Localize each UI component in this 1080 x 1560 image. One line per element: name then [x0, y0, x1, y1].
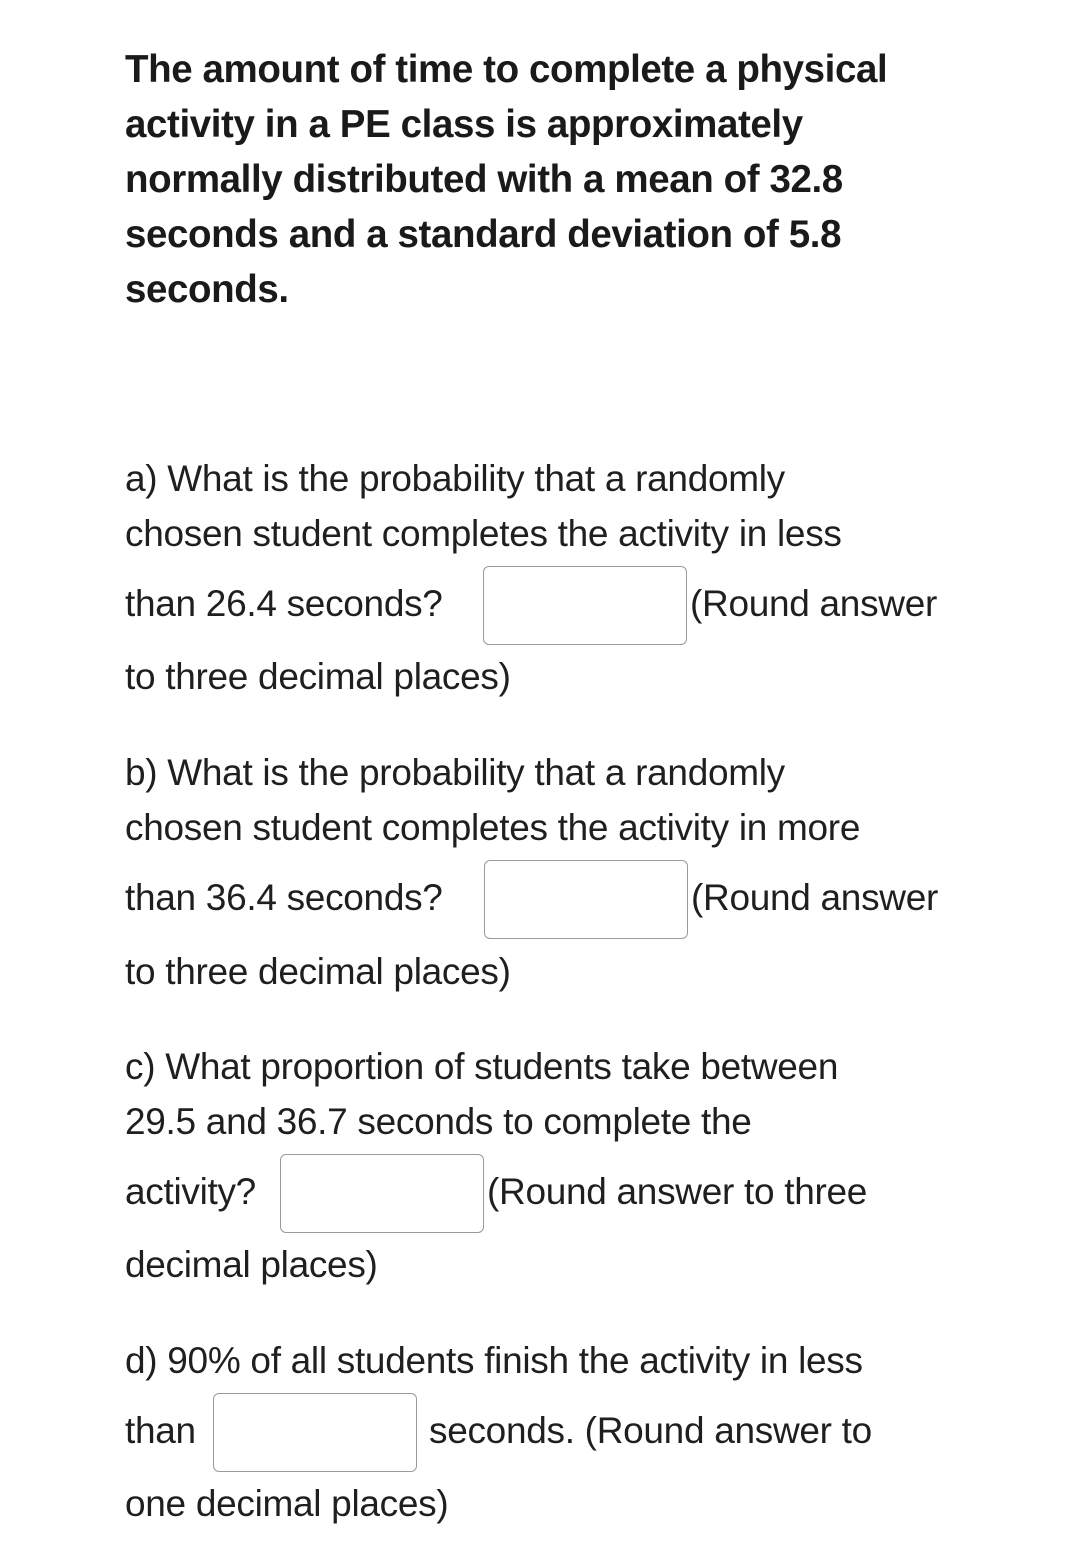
answer-input-c[interactable]: [280, 1154, 484, 1233]
intro-line: seconds and a standard deviation of 5.8: [125, 213, 842, 256]
answer-input-b[interactable]: [484, 860, 688, 939]
question-d-prompt: than: [125, 1410, 196, 1451]
question-c-prompt: activity?: [125, 1171, 256, 1212]
intro-line: The amount of time to complete a physical: [125, 48, 888, 91]
question-b-line4: to three decimal places): [125, 951, 511, 992]
intro-line: activity in a PE class is approximately: [125, 103, 803, 146]
question-c-round-note: (Round answer to three: [487, 1171, 868, 1212]
intro-line: seconds.: [125, 268, 289, 311]
question-b-prompt: than 36.4 seconds?: [125, 877, 443, 918]
question-c-line4: decimal places): [125, 1244, 378, 1285]
question-a-round-note: (Round answer: [690, 583, 938, 624]
problem-statement: [125, 42, 945, 317]
question-a-line1: a) What is the probability that a randomly: [125, 458, 785, 499]
question-d-round-note: seconds. (Round answer to: [429, 1410, 872, 1451]
answer-input-a[interactable]: [483, 566, 687, 645]
question-c-line1: c) What proportion of students take between: [125, 1046, 839, 1087]
question-b-line1: b) What is the probability that a randomly: [125, 752, 785, 793]
question-a-prompt: than 26.4 seconds?: [125, 583, 443, 624]
answer-input-d[interactable]: [213, 1393, 417, 1472]
question-c-line2: 29.5 and 36.7 seconds to complete the: [125, 1101, 752, 1142]
question-a-line2: chosen student completes the activity in less: [125, 513, 842, 554]
question-b-line2: chosen student completes the activity in more: [125, 807, 861, 848]
question-d-line1: d) 90% of all students finish the activity in less: [125, 1340, 863, 1381]
question-d-line4: one decimal places): [125, 1483, 449, 1524]
question-a-line4: to three decimal places): [125, 656, 511, 697]
question-b-round-note: (Round answer: [691, 877, 939, 918]
intro-line: normally distributed with a mean of 32.8: [125, 158, 843, 201]
